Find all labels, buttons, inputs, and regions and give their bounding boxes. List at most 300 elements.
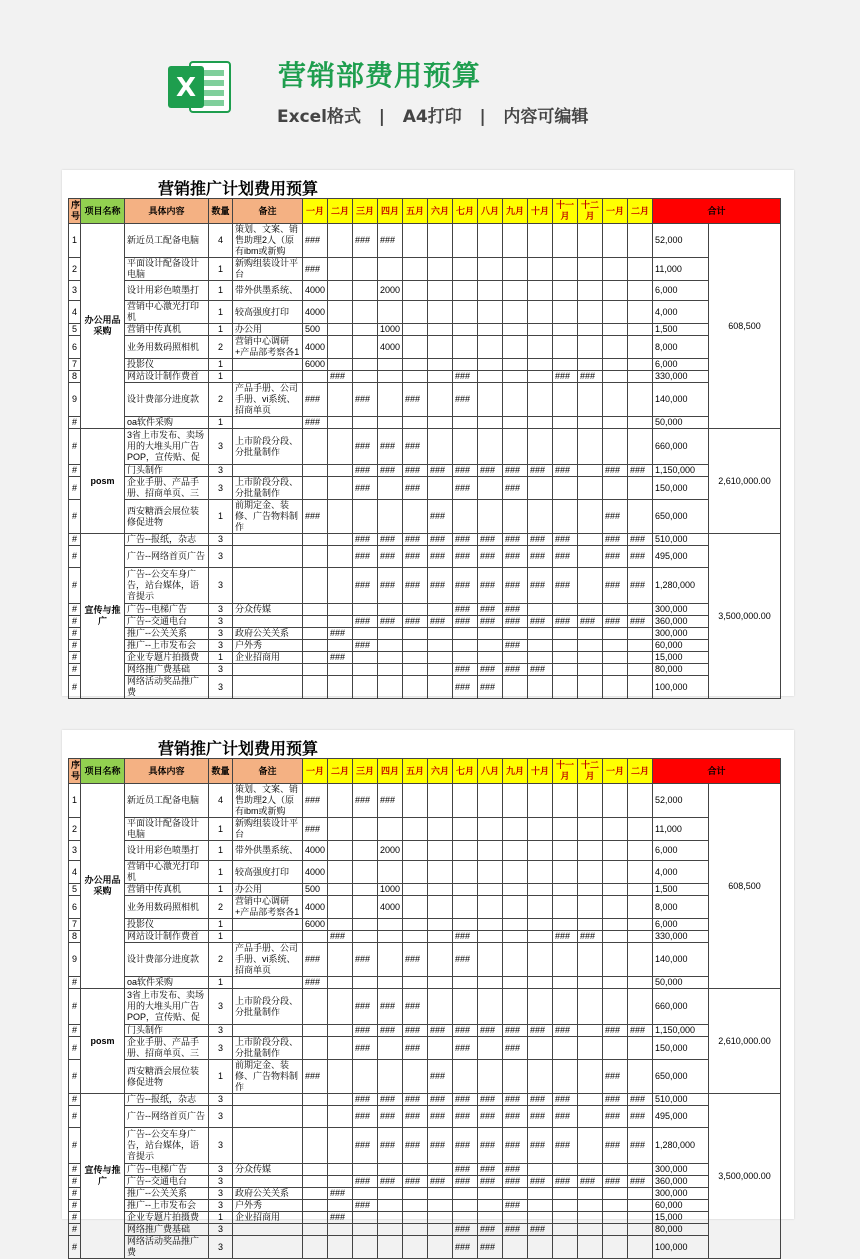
month-cell: ### xyxy=(553,1094,578,1106)
month-cell xyxy=(528,676,553,699)
row-sum: 360,000 xyxy=(653,1176,709,1188)
group-total: 2,610,000.00 xyxy=(709,429,781,534)
month-cell xyxy=(453,258,478,281)
month-cell xyxy=(478,1188,503,1200)
month-cell: ### xyxy=(478,664,503,676)
table-row xyxy=(69,568,781,604)
item-note: 营销中心调研+产品部考察各1 xyxy=(233,336,303,359)
month-cell xyxy=(628,884,653,896)
item-note xyxy=(233,1128,303,1164)
month-cell xyxy=(378,1060,403,1094)
month-cell xyxy=(303,1164,328,1176)
month-cell xyxy=(628,336,653,359)
column-header: 十二月 xyxy=(578,759,603,784)
month-cell: ### xyxy=(628,568,653,604)
month-cell xyxy=(303,640,328,652)
row-number: # xyxy=(69,652,81,664)
month-cell xyxy=(303,989,328,1025)
month-cell xyxy=(603,1037,628,1060)
row-sum: 50,000 xyxy=(653,977,709,989)
month-cell: ### xyxy=(303,383,328,417)
item-quantity: 1 xyxy=(209,301,233,324)
month-cell: ### xyxy=(528,1106,553,1128)
table-row xyxy=(69,818,781,841)
month-cell xyxy=(353,1060,378,1094)
month-cell xyxy=(553,784,578,818)
month-cell xyxy=(328,383,353,417)
item-note: 产品手册、公司手册、vi系统、招商单页 xyxy=(233,943,303,977)
month-cell: ### xyxy=(353,534,378,546)
row-sum: 650,000 xyxy=(653,1060,709,1094)
month-cell xyxy=(403,640,428,652)
month-cell: ### xyxy=(328,931,353,943)
month-cell xyxy=(628,989,653,1025)
table-row xyxy=(69,383,781,417)
month-cell xyxy=(478,841,503,861)
month-cell xyxy=(528,1164,553,1176)
item-note xyxy=(233,371,303,383)
item-content: 3省上市发布、卖场用的大堆头用广告POP，宣传贴、促 xyxy=(125,429,209,465)
month-cell xyxy=(353,977,378,989)
month-cell: ### xyxy=(528,534,553,546)
table-row xyxy=(69,1060,781,1094)
month-cell: ### xyxy=(353,1128,378,1164)
month-cell: ### xyxy=(453,1025,478,1037)
month-cell: ### xyxy=(378,1106,403,1128)
column-header: 七月 xyxy=(453,759,478,784)
month-cell xyxy=(503,429,528,465)
item-content: 推广--上市发布会 xyxy=(125,1200,209,1212)
month-cell xyxy=(603,652,628,664)
item-note: 政府公关关系 xyxy=(233,628,303,640)
month-cell: ### xyxy=(453,1176,478,1188)
month-cell: ### xyxy=(453,943,478,977)
month-cell: ### xyxy=(553,534,578,546)
month-cell xyxy=(553,1060,578,1094)
month-cell xyxy=(528,884,553,896)
row-sum: 650,000 xyxy=(653,500,709,534)
month-cell xyxy=(353,676,378,699)
month-cell: ### xyxy=(303,258,328,281)
row-number: 2 xyxy=(69,258,81,281)
column-header: 项目名称 xyxy=(81,759,125,784)
month-cell xyxy=(453,818,478,841)
month-cell: ### xyxy=(353,568,378,604)
month-cell xyxy=(578,324,603,336)
item-note: 户外秀 xyxy=(233,640,303,652)
row-number: 7 xyxy=(69,359,81,371)
month-cell: 2000 xyxy=(378,281,403,301)
row-number: 6 xyxy=(69,896,81,919)
month-cell xyxy=(428,477,453,500)
row-sum: 80,000 xyxy=(653,1224,709,1236)
item-content: 推广--公关关系 xyxy=(125,1188,209,1200)
item-note: 上市阶段分段、分批量制作 xyxy=(233,1037,303,1060)
month-cell: 4000 xyxy=(303,281,328,301)
month-cell xyxy=(578,652,603,664)
month-cell xyxy=(378,664,403,676)
month-cell xyxy=(453,429,478,465)
item-note: 新购组装设计平台 xyxy=(233,258,303,281)
row-number: # xyxy=(69,676,81,699)
month-cell xyxy=(578,818,603,841)
item-content: 设计用彩色喷墨打 xyxy=(125,281,209,301)
column-header: 九月 xyxy=(503,199,528,224)
item-note xyxy=(233,465,303,477)
month-cell xyxy=(603,818,628,841)
month-cell xyxy=(603,896,628,919)
month-cell: ### xyxy=(378,534,403,546)
group-name: 宣传与推广 xyxy=(81,534,125,699)
item-content: 西安糖酒会展位装修促进物 xyxy=(125,1060,209,1094)
table-row xyxy=(69,604,781,616)
month-cell xyxy=(478,884,503,896)
header-row xyxy=(69,199,781,224)
month-cell: ### xyxy=(378,1128,403,1164)
month-cell xyxy=(478,224,503,258)
item-note: 企业招商用 xyxy=(233,652,303,664)
month-cell xyxy=(528,1212,553,1224)
row-number: # xyxy=(69,604,81,616)
sheet-preview-2 xyxy=(62,730,794,1257)
month-cell: ### xyxy=(578,931,603,943)
month-cell xyxy=(403,1200,428,1212)
column-header: 十二月 xyxy=(578,199,603,224)
month-cell: 4000 xyxy=(378,336,403,359)
month-cell xyxy=(528,371,553,383)
month-cell xyxy=(328,1037,353,1060)
page-title: 营销部费用预算 xyxy=(278,59,482,92)
month-cell xyxy=(503,417,528,429)
month-cell: ### xyxy=(453,1224,478,1236)
month-cell xyxy=(403,977,428,989)
row-sum: 15,000 xyxy=(653,652,709,664)
month-cell xyxy=(603,417,628,429)
month-cell xyxy=(528,1037,553,1060)
month-cell xyxy=(453,301,478,324)
month-cell xyxy=(503,301,528,324)
table-row xyxy=(69,301,781,324)
header-row xyxy=(69,759,781,784)
month-cell: ### xyxy=(628,1025,653,1037)
month-cell: ### xyxy=(353,224,378,258)
month-cell xyxy=(328,301,353,324)
month-cell xyxy=(328,896,353,919)
month-cell xyxy=(503,1060,528,1094)
row-number: # xyxy=(69,546,81,568)
month-cell xyxy=(578,919,603,931)
month-cell xyxy=(353,336,378,359)
month-cell: ### xyxy=(403,383,428,417)
month-cell xyxy=(378,943,403,977)
svg-text:X: X xyxy=(175,73,197,103)
month-cell: 500 xyxy=(303,324,328,336)
month-cell xyxy=(503,861,528,884)
month-cell xyxy=(603,861,628,884)
item-quantity: 1 xyxy=(209,977,233,989)
month-cell xyxy=(428,919,453,931)
month-cell xyxy=(628,861,653,884)
row-number: # xyxy=(69,1106,81,1128)
table-row xyxy=(69,1094,781,1106)
month-cell xyxy=(628,604,653,616)
month-cell xyxy=(328,477,353,500)
row-number: # xyxy=(69,628,81,640)
month-cell: 4000 xyxy=(303,896,328,919)
month-cell xyxy=(528,1200,553,1212)
month-cell xyxy=(403,1188,428,1200)
month-cell xyxy=(478,919,503,931)
table-row xyxy=(69,546,781,568)
month-cell xyxy=(378,818,403,841)
item-quantity: 3 xyxy=(209,534,233,546)
month-cell: ### xyxy=(378,1094,403,1106)
month-cell xyxy=(303,1188,328,1200)
column-header: 序号 xyxy=(69,759,81,784)
month-cell xyxy=(328,568,353,604)
item-quantity: 3 xyxy=(209,1094,233,1106)
item-quantity: 1 xyxy=(209,417,233,429)
month-cell xyxy=(528,500,553,534)
month-cell: ### xyxy=(353,1200,378,1212)
month-cell: ### xyxy=(403,1106,428,1128)
month-cell xyxy=(603,943,628,977)
item-content: oa软件采购 xyxy=(125,977,209,989)
month-cell xyxy=(303,429,328,465)
month-cell xyxy=(553,841,578,861)
item-note: 办公用 xyxy=(233,884,303,896)
month-cell xyxy=(553,1224,578,1236)
month-cell xyxy=(628,628,653,640)
month-cell xyxy=(528,359,553,371)
table-row xyxy=(69,224,781,258)
row-sum: 52,000 xyxy=(653,784,709,818)
table-row xyxy=(69,1164,781,1176)
month-cell xyxy=(628,1236,653,1259)
month-cell: ### xyxy=(353,1106,378,1128)
row-sum: 300,000 xyxy=(653,628,709,640)
month-cell xyxy=(578,336,603,359)
table-row xyxy=(69,931,781,943)
table-row xyxy=(69,534,781,546)
month-cell xyxy=(328,500,353,534)
month-cell xyxy=(628,841,653,861)
month-cell xyxy=(528,943,553,977)
month-cell: 500 xyxy=(303,884,328,896)
month-cell xyxy=(378,919,403,931)
month-cell xyxy=(303,1106,328,1128)
month-cell xyxy=(353,604,378,616)
month-cell: ### xyxy=(453,1094,478,1106)
month-cell: ### xyxy=(503,1176,528,1188)
month-cell xyxy=(403,336,428,359)
column-header: 六月 xyxy=(428,759,453,784)
month-cell: ### xyxy=(453,931,478,943)
month-cell xyxy=(503,943,528,977)
item-note: 产品手册、公司手册、vi系统、招商单页 xyxy=(233,383,303,417)
month-cell: ### xyxy=(553,465,578,477)
item-quantity: 1 xyxy=(209,919,233,931)
month-cell: ### xyxy=(603,500,628,534)
month-cell: ### xyxy=(378,224,403,258)
row-number: # xyxy=(69,429,81,465)
table-row xyxy=(69,861,781,884)
month-cell xyxy=(453,500,478,534)
row-number: 8 xyxy=(69,371,81,383)
table-row xyxy=(69,1128,781,1164)
month-cell: ### xyxy=(378,1025,403,1037)
month-cell xyxy=(603,989,628,1025)
month-cell xyxy=(428,604,453,616)
row-number: # xyxy=(69,417,81,429)
month-cell xyxy=(453,652,478,664)
item-note xyxy=(233,616,303,628)
month-cell xyxy=(603,604,628,616)
month-cell: 1000 xyxy=(378,884,403,896)
table-row xyxy=(69,884,781,896)
month-cell: ### xyxy=(503,1128,528,1164)
item-content: 门头制作 xyxy=(125,1025,209,1037)
month-cell xyxy=(303,931,328,943)
month-cell: ### xyxy=(628,1106,653,1128)
month-cell: ### xyxy=(528,1128,553,1164)
row-number: # xyxy=(69,1060,81,1094)
item-note xyxy=(233,1176,303,1188)
month-cell xyxy=(303,1200,328,1212)
month-cell xyxy=(403,652,428,664)
month-cell: ### xyxy=(628,465,653,477)
item-content: 营销中传真机 xyxy=(125,884,209,896)
month-cell xyxy=(478,640,503,652)
month-cell xyxy=(528,652,553,664)
month-cell xyxy=(453,224,478,258)
month-cell xyxy=(503,1236,528,1259)
month-cell xyxy=(553,896,578,919)
month-cell xyxy=(328,977,353,989)
table-row xyxy=(69,989,781,1025)
month-cell xyxy=(403,664,428,676)
month-cell xyxy=(578,258,603,281)
month-cell xyxy=(603,841,628,861)
month-cell xyxy=(353,258,378,281)
month-cell xyxy=(603,931,628,943)
month-cell: ### xyxy=(428,616,453,628)
month-cell xyxy=(603,640,628,652)
month-cell: ### xyxy=(453,664,478,676)
row-sum: 6,000 xyxy=(653,919,709,931)
item-quantity: 3 xyxy=(209,1236,233,1259)
month-cell: ### xyxy=(503,1037,528,1060)
month-cell xyxy=(603,676,628,699)
table-row xyxy=(69,676,781,699)
month-cell: 6000 xyxy=(303,919,328,931)
month-cell: ### xyxy=(378,465,403,477)
month-cell xyxy=(328,1224,353,1236)
month-cell xyxy=(328,546,353,568)
row-number: # xyxy=(69,1025,81,1037)
item-content: 网站设计制作费首 xyxy=(125,931,209,943)
month-cell xyxy=(328,534,353,546)
month-cell xyxy=(403,224,428,258)
month-cell xyxy=(378,604,403,616)
month-cell xyxy=(403,861,428,884)
month-cell xyxy=(378,931,403,943)
month-cell xyxy=(453,640,478,652)
month-cell: ### xyxy=(403,1128,428,1164)
column-header: 备注 xyxy=(233,759,303,784)
item-quantity: 1 xyxy=(209,818,233,841)
month-cell: 4000 xyxy=(303,301,328,324)
month-cell xyxy=(428,224,453,258)
column-header: 十月 xyxy=(528,759,553,784)
month-cell xyxy=(603,1236,628,1259)
month-cell: ### xyxy=(303,977,328,989)
month-cell xyxy=(578,383,603,417)
row-sum: 510,000 xyxy=(653,1094,709,1106)
month-cell xyxy=(353,301,378,324)
month-cell: 2000 xyxy=(378,841,403,861)
item-quantity: 1 xyxy=(209,324,233,336)
table-row xyxy=(69,628,781,640)
month-cell xyxy=(603,1224,628,1236)
group-total: 608,500 xyxy=(709,784,781,989)
row-sum: 330,000 xyxy=(653,371,709,383)
month-cell xyxy=(378,676,403,699)
month-cell xyxy=(378,861,403,884)
item-quantity: 3 xyxy=(209,477,233,500)
month-cell: ### xyxy=(503,534,528,546)
month-cell xyxy=(353,919,378,931)
month-cell: ### xyxy=(603,616,628,628)
month-cell: ### xyxy=(578,1176,603,1188)
month-cell xyxy=(328,884,353,896)
month-cell xyxy=(428,818,453,841)
item-content: 设计费部分进度款 xyxy=(125,383,209,417)
item-note: 营销中心调研+产品部考察各1 xyxy=(233,896,303,919)
item-quantity: 1 xyxy=(209,1212,233,1224)
row-sum: 300,000 xyxy=(653,1188,709,1200)
month-cell xyxy=(503,1188,528,1200)
month-cell xyxy=(528,383,553,417)
row-sum: 60,000 xyxy=(653,1200,709,1212)
month-cell: ### xyxy=(453,616,478,628)
row-number: # xyxy=(69,477,81,500)
month-cell xyxy=(578,604,603,616)
month-cell xyxy=(328,943,353,977)
month-cell xyxy=(403,417,428,429)
row-number: # xyxy=(69,1164,81,1176)
item-quantity: 3 xyxy=(209,1164,233,1176)
month-cell xyxy=(428,1224,453,1236)
item-note xyxy=(233,1025,303,1037)
month-cell xyxy=(403,884,428,896)
item-content: 新近员工配备电脑 xyxy=(125,224,209,258)
row-number: 1 xyxy=(69,784,81,818)
month-cell xyxy=(553,818,578,841)
month-cell xyxy=(528,896,553,919)
item-note xyxy=(233,534,303,546)
month-cell xyxy=(528,919,553,931)
month-cell xyxy=(553,500,578,534)
budget-table xyxy=(68,198,781,699)
month-cell xyxy=(328,1060,353,1094)
month-cell xyxy=(378,1200,403,1212)
month-cell xyxy=(628,664,653,676)
table-row xyxy=(69,616,781,628)
month-cell xyxy=(628,943,653,977)
month-cell xyxy=(603,429,628,465)
month-cell xyxy=(378,1212,403,1224)
